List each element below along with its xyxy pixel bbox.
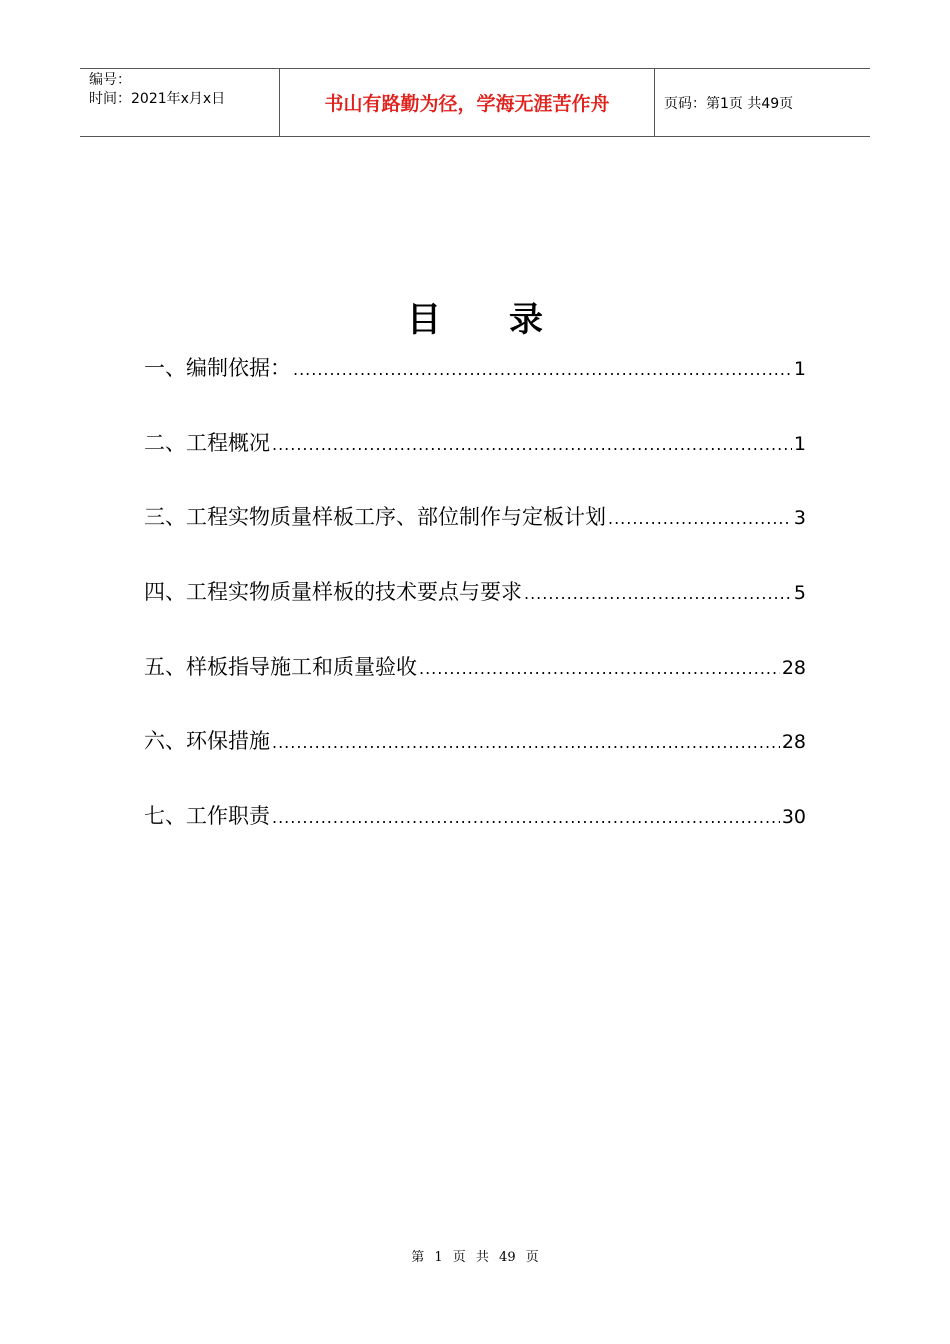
toc-entry-label: 一、编制依据：: [144, 356, 291, 380]
title-char-1: 目: [407, 300, 441, 340]
toc-entry[interactable]: [144, 352, 806, 427]
toc-entry[interactable]: [144, 501, 806, 576]
toc-leader-dots: [272, 435, 792, 454]
toc-entry[interactable]: [144, 576, 806, 651]
document-number: 编号：: [89, 72, 131, 88]
title-char-2: 录: [509, 300, 543, 340]
toc-entry-page: 30: [781, 806, 806, 829]
toc-entry[interactable]: [144, 427, 806, 502]
toc-entry-page: 5: [793, 582, 806, 605]
toc-entry-label: 二、工程概况: [144, 430, 270, 455]
toc-entry[interactable]: [144, 651, 806, 726]
toc-leader-dots: [524, 584, 792, 603]
toc-entry-label: 三、工程实物质量样板工序、部位制作与定板计划: [144, 505, 606, 530]
toc-leader-dots: [608, 509, 792, 528]
toc-entry-page: 28: [781, 731, 806, 754]
table-of-contents: [144, 352, 806, 875]
header-motto: 书山有路勤为径，学海无涯苦作舟: [280, 69, 655, 136]
page-footer: 第 1 页 共 49 页: [411, 1250, 539, 1265]
toc-entry-label: 七、工作职责: [144, 804, 270, 829]
toc-entry-label: 五、样板指导施工和质量验收: [144, 654, 417, 679]
toc-entry[interactable]: [144, 725, 806, 800]
toc-leader-dots: [293, 360, 792, 379]
toc-entry-page: 3: [793, 507, 806, 530]
toc-entry[interactable]: [144, 800, 806, 875]
header-meta: [80, 69, 280, 136]
toc-entry-page: 28: [781, 656, 806, 679]
document-date: 时间：2021年x月x日: [89, 91, 226, 107]
toc-entry-label: 四、工程实物质量样板的技术要点与要求: [144, 580, 522, 605]
toc-entry-page: 1: [793, 358, 806, 380]
header-page-info: 页码：第1页 共49页: [664, 95, 794, 112]
toc-leader-dots: [419, 659, 780, 678]
toc-entry-label: 六、环保措施: [144, 729, 270, 754]
page-header: [80, 68, 870, 137]
toc-leader-dots: [272, 733, 780, 752]
toc-entry-page: 1: [793, 432, 806, 455]
toc-leader-dots: [272, 808, 780, 827]
page-title: [0, 292, 950, 341]
